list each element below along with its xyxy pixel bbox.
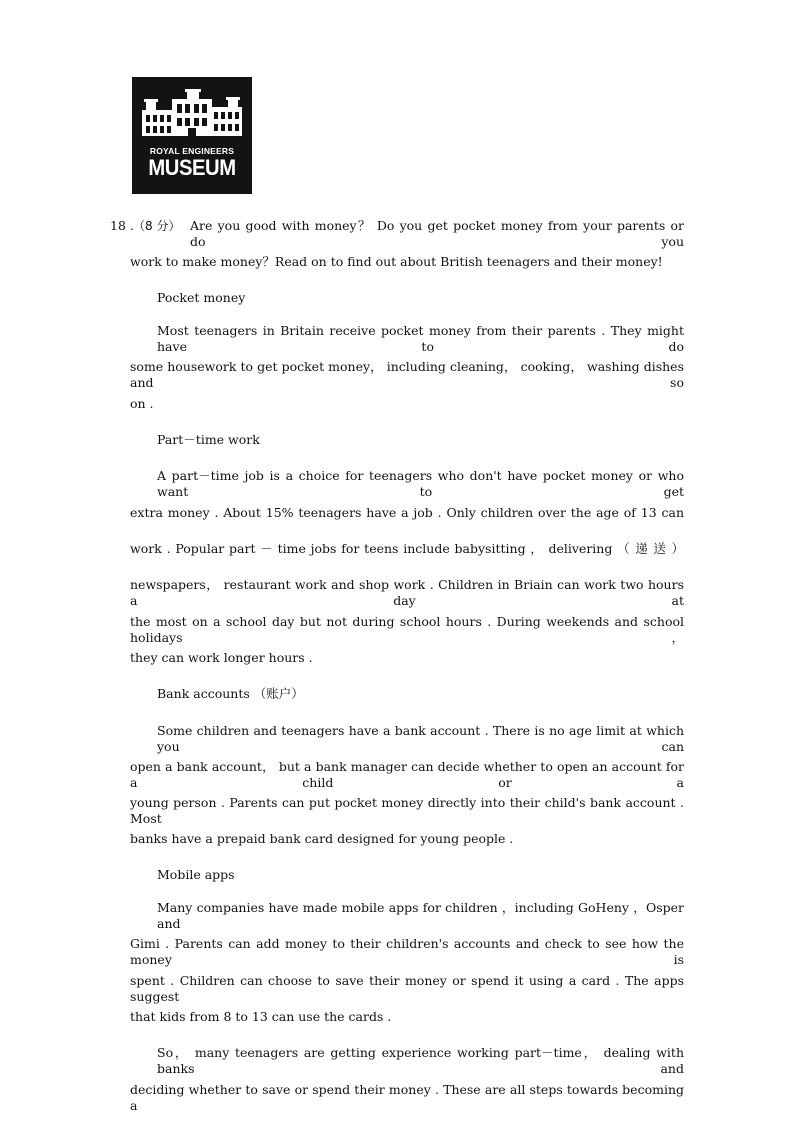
parttime-line-3: work . Popular part － time jobs for teens include babysitting ， delivering （ 递 送 ）: [130, 541, 684, 556]
question-score: （8 分）: [133, 219, 181, 233]
logo-text-royal-engineers: ROYAL ENGINEERS: [149, 146, 235, 156]
parttime-line-4: newspapers， restaurant work and shop work . Children in Briain can work two hours a day at: [130, 577, 684, 608]
conclusion-line-2: deciding whether to save or spend their money . These are all steps towards becoming a: [130, 1082, 684, 1113]
parttime-line-5: the most on a school day but not during school hours . During weekends and school holidays，: [130, 614, 684, 645]
pocket-line-1: Most teenagers in Britain receive pocket money from their parents . They might have to do: [157, 323, 684, 354]
heading-pocket-money: Pocket money: [157, 290, 246, 305]
heading-bank-accounts: Bank accounts （账户）: [157, 686, 304, 701]
apps-line-1: Many companies have made mobile apps for children ，including GoHeny ，Osper and: [157, 900, 684, 931]
bank-line-1: Some children and teenagers have a bank account . There is no age limit at which you can: [157, 723, 684, 754]
pocket-line-3: on .: [130, 396, 154, 411]
intro-line-2: work to make money？Read on to find out about British teenagers and their money!: [130, 254, 663, 269]
museum-building-icon: [132, 77, 252, 147]
question-number: 18 .: [110, 218, 134, 233]
bank-line-4: banks have a prepaid bank card designed for young people .: [130, 831, 514, 846]
parttime-line-2: extra money . About 15% teenagers have a job . Only children over the age of 13 can: [130, 505, 684, 520]
apps-line-3: spent . Children can choose to save their money or spend it using a card . The apps suggest: [130, 973, 684, 1004]
heading-mobile-apps: Mobile apps: [157, 867, 235, 882]
apps-line-2: Gimi . Parents can add money to their children's accounts and check to see how the money is: [130, 936, 684, 967]
heading-part-time-work: Part－time work: [157, 432, 260, 447]
bank-line-3: young person . Parents can put pocket money directly into their child's bank account . Most: [130, 795, 684, 826]
conclusion-line-1: So， many teenagers are getting experience working part－time， dealing with banks and: [157, 1045, 684, 1076]
parttime-line-1: A part－time job is a choice for teenagers who don't have pocket money or who want to get: [157, 468, 684, 499]
logo-text-museum: MUSEUM: [148, 155, 236, 180]
bank-line-2: open a bank account， but a bank manager can decide whether to open an account for a child or a: [130, 759, 684, 790]
parttime-line-6: they can work longer hours .: [130, 650, 313, 665]
intro-line-1: Are you good with money？ Do you get pocket money from your parents or do you: [190, 218, 684, 249]
pocket-line-2: some housework to get pocket money， including cleaning， cooking， washing dishes and so: [130, 359, 684, 390]
apps-line-4: that kids from 8 to 13 can use the cards .: [130, 1009, 392, 1024]
royal-engineers-museum-logo: [132, 77, 252, 194]
